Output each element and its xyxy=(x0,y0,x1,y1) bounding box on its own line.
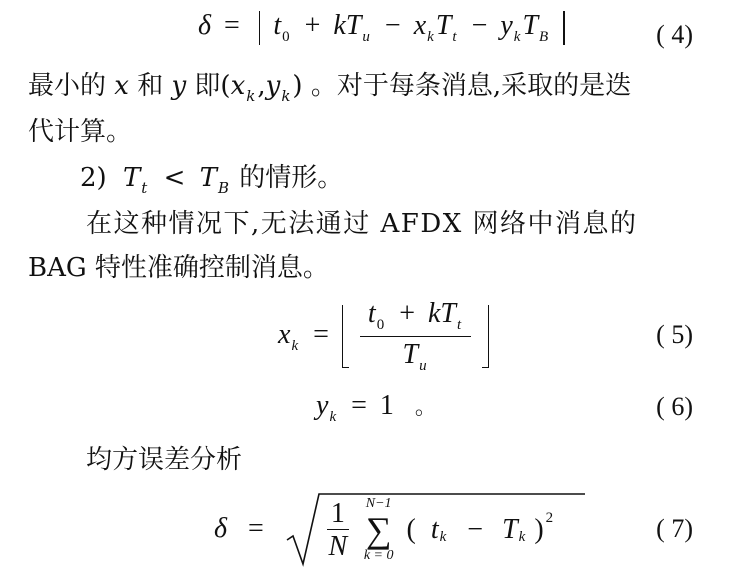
eq5-floor-right xyxy=(482,305,489,368)
equation-4: $\delta = t_0 + kT_u - x_kT_t - y_kT_B$ xyxy=(198,10,571,45)
eq4-delta: δ xyxy=(198,10,212,41)
eq7-sqrt: $\frac{1}{N}$ N−1 ∑ k = 0 ( $t_k - T_k$ ) $^2$ xyxy=(285,490,585,568)
eq7-summation: N−1 ∑ k = 0 xyxy=(363,496,394,563)
eq7-fraction: $\frac{1}{N}$ xyxy=(328,497,348,562)
equation-5-number: ( 5) xyxy=(656,320,693,349)
equation-6-number: ( 6) xyxy=(656,392,693,421)
equation-6: $y_k = 1$ 。 xyxy=(316,390,437,425)
equation-7-number: ( 7) xyxy=(656,514,693,543)
equation-4-number: ( 4) xyxy=(656,20,693,49)
paragraph-1-line-2: 代计算。 xyxy=(28,117,133,147)
eq5-fraction: $\frac{t_0 + kT_t}{T_u}$ xyxy=(360,298,471,375)
eq4-abs-right xyxy=(563,11,565,45)
case-2-heading: 2) $T_t < T_B$ 的情形。 xyxy=(80,163,344,197)
paragraph-2-line-1: 在这种情况下,无法通过 AFDX 网络中消息的 xyxy=(86,209,638,239)
eq5-floor-left xyxy=(342,305,349,368)
paragraph-2-line-2: BAG 特性准确控制消息。 xyxy=(28,253,329,283)
equation-7: δ = $\frac{1}{N}$ N−1 ∑ k = 0 ( $t_k - T_k$ ) $^2$ xyxy=(214,490,585,568)
equation-5: $x_k$ = $\frac{t_0 + kT_t}{T_u}$ xyxy=(278,298,489,375)
section-mse-analysis: 均方误差分析 xyxy=(86,445,243,475)
eq4-abs-left xyxy=(259,11,261,45)
paragraph-1-line-1: 最小的 x 和 y 即$(x_k,y_k)$ 。对于每条消息,采取的是迭 xyxy=(28,71,632,105)
